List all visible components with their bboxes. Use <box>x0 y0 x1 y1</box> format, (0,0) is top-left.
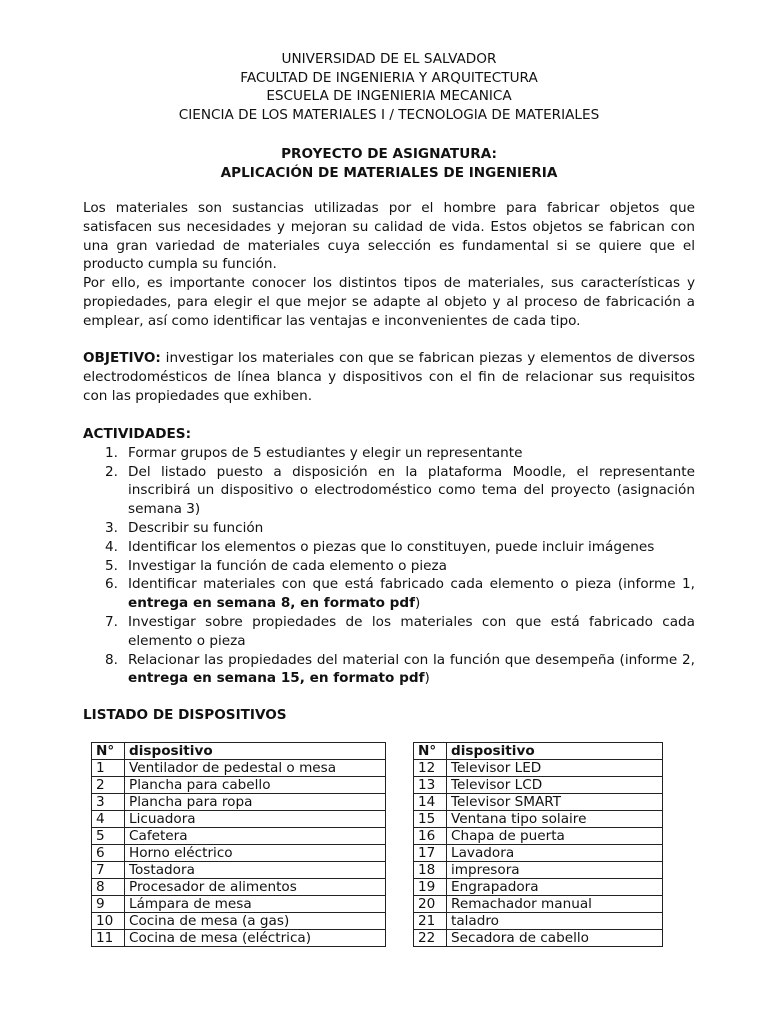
table-row <box>414 845 663 862</box>
header-line: CIENCIA DE LOS MATERIALES I / TECNOLOGIA DE MATERIALES <box>178 106 600 123</box>
device-name: Televisor LED <box>447 760 663 777</box>
table-row <box>92 828 386 845</box>
column-header-device: dispositivo <box>447 743 663 760</box>
table-row <box>92 811 386 828</box>
objective-label: OBJETIVO: <box>83 350 161 366</box>
header-line: UNIVERSIDAD DE EL SALVADOR <box>281 51 497 67</box>
device-name: Cocina de mesa (eléctrica) <box>125 930 386 947</box>
table-row <box>92 896 386 913</box>
list-item <box>83 444 695 463</box>
device-name: Engrapadora <box>447 879 663 896</box>
device-name: Ventilador de pedestal o mesa <box>125 760 386 777</box>
table-row <box>414 811 663 828</box>
list-item <box>83 557 695 576</box>
device-number: 5 <box>92 828 125 845</box>
item-number: 5. <box>105 557 118 574</box>
item-text: Relacionar las propiedades del material con la función que desempeña (informe 2, <box>128 651 695 668</box>
device-name: Licuadora <box>125 811 386 828</box>
item-number: 7. <box>105 613 118 630</box>
device-number: 17 <box>414 845 447 862</box>
item-number: 2. <box>105 463 118 480</box>
table-row <box>92 913 386 930</box>
item-number: 4. <box>105 538 118 555</box>
device-name: Chapa de puerta <box>447 828 663 845</box>
device-name: Cocina de mesa (a gas) <box>125 913 386 930</box>
device-number: 4 <box>92 811 125 828</box>
device-name: Remachador manual <box>447 896 663 913</box>
intro-section <box>83 199 695 331</box>
device-number: 1 <box>92 760 125 777</box>
item-text: Del listado puesto a disposición en la plataforma Moodle, el representante inscribirá un dispositivo o electrodoméstico como tema del proyecto (asignación semana 3) <box>128 463 695 518</box>
item-number: 1. <box>105 444 118 461</box>
objective-paragraph <box>83 349 695 405</box>
table-row <box>92 760 386 777</box>
device-name: impresora <box>447 862 663 879</box>
activities-label: ACTIVIDADES: <box>83 426 192 442</box>
device-name: Plancha para cabello <box>125 777 386 794</box>
device-name: Cafetera <box>125 828 386 845</box>
item-number: 3. <box>105 519 118 536</box>
table-row <box>92 794 386 811</box>
device-number: 18 <box>414 862 447 879</box>
table-row <box>414 828 663 845</box>
institution-header <box>0 50 768 124</box>
item-text-end: ) <box>424 670 430 687</box>
device-name: Lavadora <box>447 845 663 862</box>
header-line: ESCUELA DE INGENIERIA MECANICA <box>266 88 512 104</box>
column-header-device: dispositivo <box>125 743 386 760</box>
item-text-end: ) <box>415 595 421 612</box>
item-text: Describir su función <box>128 519 264 536</box>
device-name: Lámpara de mesa <box>125 896 386 913</box>
table-row <box>414 862 663 879</box>
device-number: 13 <box>414 777 447 794</box>
objective-section <box>83 349 695 405</box>
device-name: Plancha para ropa <box>125 794 386 811</box>
list-item <box>83 651 695 689</box>
activities-section <box>83 425 695 688</box>
table-row <box>92 930 386 947</box>
item-text: Identificar los elementos o piezas que lo constituyen, puede incluir imágenes <box>128 538 655 555</box>
table-row <box>414 879 663 896</box>
table-row <box>414 794 663 811</box>
table-header-row <box>414 743 663 760</box>
device-name: Tostadora <box>125 862 386 879</box>
device-name: taladro <box>447 913 663 930</box>
table-row <box>414 896 663 913</box>
intro-paragraph: Por ello, es importante conocer los distintos tipos de materiales, sus características y propiedades, para elegir el que mejor se adapte al objeto y al proceso de fabricación a emplear, así como identificar las ventajas e inconvenientes de cada tipo. <box>83 275 695 329</box>
device-name: Secadora de cabello <box>447 930 663 947</box>
device-number: 15 <box>414 811 447 828</box>
device-table-left <box>91 742 386 947</box>
device-name: Ventana tipo solaire <box>447 811 663 828</box>
device-number: 10 <box>92 913 125 930</box>
column-header-number: N° <box>414 743 447 760</box>
table-row <box>92 777 386 794</box>
table-row <box>414 760 663 777</box>
list-item <box>83 463 695 519</box>
table-header-row <box>92 743 386 760</box>
table-row <box>414 930 663 947</box>
project-title <box>0 145 768 183</box>
item-number: 8. <box>105 651 118 668</box>
device-number: 2 <box>92 777 125 794</box>
table-row <box>414 777 663 794</box>
device-number: 11 <box>92 930 125 947</box>
column-header-number: N° <box>92 743 125 760</box>
intro-paragraph: Los materiales son sustancias utilizadas por el hombre para fabricar objetos que satisfacen sus necesidades y mejoran su calidad de vida. Estos objetos se fabrican con una gran variedad de materiales cuya selección es fundamental si se quiere que el producto cumpla su función. <box>83 200 695 273</box>
item-text: Investigar la función de cada elemento o pieza <box>128 557 448 574</box>
device-number: 22 <box>414 930 447 947</box>
device-number: 14 <box>414 794 447 811</box>
project-title-line: APLICACIÓN DE MATERIALES DE INGENIERIA <box>220 165 558 181</box>
device-number: 7 <box>92 862 125 879</box>
item-text: Investigar sobre propiedades de los materiales con que está fabricado cada elemento o pieza <box>128 613 695 649</box>
device-table-body <box>92 760 386 947</box>
project-title-line: PROYECTO DE ASIGNATURA: <box>281 146 497 162</box>
list-item <box>83 575 695 613</box>
device-number: 12 <box>414 760 447 777</box>
header-line: FACULTAD DE INGENIERIA Y ARQUITECTURA <box>240 69 538 86</box>
table-row <box>92 879 386 896</box>
device-number: 9 <box>92 896 125 913</box>
device-number: 21 <box>414 913 447 930</box>
item-deadline: entrega en semana 8, en formato pdf <box>128 595 416 612</box>
table-row <box>414 913 663 930</box>
device-number: 3 <box>92 794 125 811</box>
list-item <box>83 519 695 538</box>
activities-list <box>83 444 695 688</box>
device-name: Procesador de alimentos <box>125 879 386 896</box>
device-name: Televisor LCD <box>447 777 663 794</box>
device-table-right <box>413 742 663 947</box>
device-number: 20 <box>414 896 447 913</box>
item-deadline: entrega en semana 15, en formato pdf <box>128 670 425 687</box>
list-item <box>83 538 695 557</box>
table-row <box>92 845 386 862</box>
item-number: 6. <box>105 576 118 593</box>
device-list-title: LISTADO DE DISPOSITIVOS <box>83 707 287 723</box>
device-name: Televisor SMART <box>447 794 663 811</box>
item-text: Identificar materiales con que está fabricado cada elemento o pieza (informe 1, <box>128 576 695 593</box>
table-row <box>92 862 386 879</box>
device-number: 6 <box>92 845 125 862</box>
device-number: 19 <box>414 879 447 896</box>
objective-text: investigar los materiales con que se fabrican piezas y elementos de diversos electrodomésticos de línea blanca y dispositivos con el fin de relacionar sus requisitos con las propiedades que exhiben. <box>83 350 695 404</box>
device-name: Horno eléctrico <box>125 845 386 862</box>
device-number: 8 <box>92 879 125 896</box>
item-text: Formar grupos de 5 estudiantes y elegir un representante <box>128 444 523 461</box>
device-number: 16 <box>414 828 447 845</box>
list-item <box>83 613 695 651</box>
device-table-body <box>414 760 663 947</box>
